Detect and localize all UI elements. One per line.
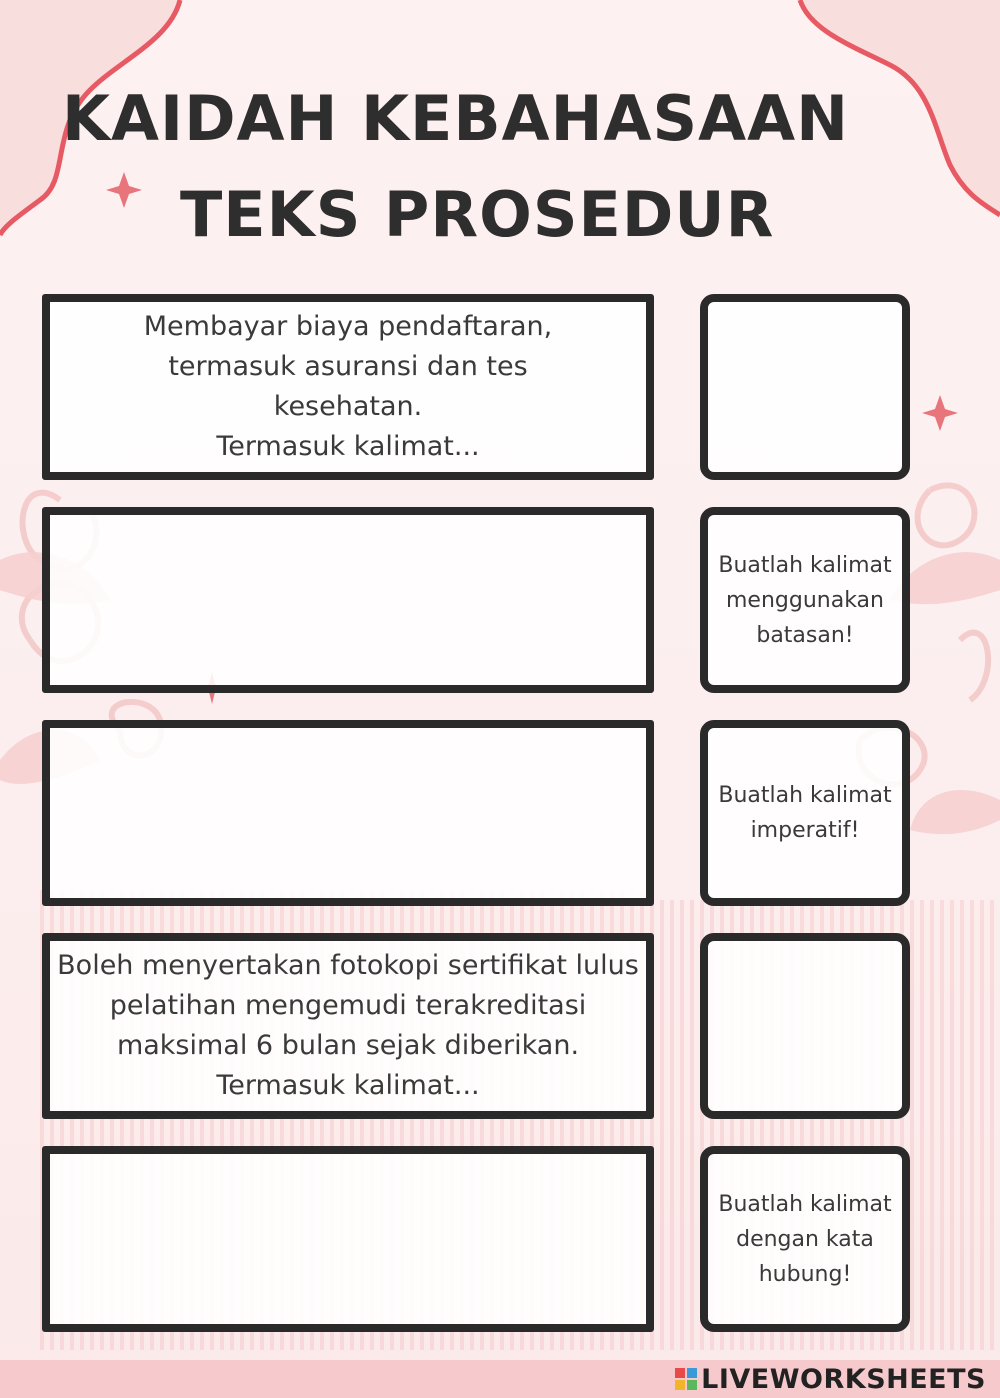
page-title-line1: KAIDAH KEBAHASAAN — [62, 82, 850, 155]
instruction-box-3 — [700, 720, 910, 906]
answer-box-1[interactable] — [42, 294, 654, 480]
brand-name: LIVEWORKSHEETS — [701, 1363, 986, 1395]
liveworksheets-logo-icon — [675, 1368, 697, 1390]
question-text: Membayar biaya pendaftaran, termasuk asuransi dan tes kesehatan. Termasuk kalimat... — [143, 311, 553, 462]
brand-link[interactable] — [675, 1362, 986, 1396]
answer-input-2[interactable] — [42, 507, 654, 693]
answer-input-1[interactable] — [700, 294, 910, 480]
answer-input-4[interactable] — [700, 933, 910, 1119]
page-title-line2: TEKS PROSEDUR — [180, 178, 775, 251]
question-text: Boleh menyertakan fotokopi sertifikat lulus pelatihan mengemudi terakreditasi maksimal 6 bulan sejak diberikan. Termasuk kalimat... — [57, 950, 639, 1101]
answer-input-3[interactable] — [42, 720, 654, 906]
instruction-text: Buatlah kalimat dengan kata hubung! — [718, 1191, 892, 1287]
question-box-4 — [42, 933, 654, 1119]
instruction-box-5 — [700, 1146, 910, 1332]
instruction-text: Buatlah kalimat imperatif! — [718, 783, 892, 843]
answer-input-5[interactable] — [42, 1146, 654, 1332]
instruction-text: Buatlah kalimat menggunakan batasan! — [718, 552, 892, 648]
instruction-box-2 — [700, 507, 910, 693]
